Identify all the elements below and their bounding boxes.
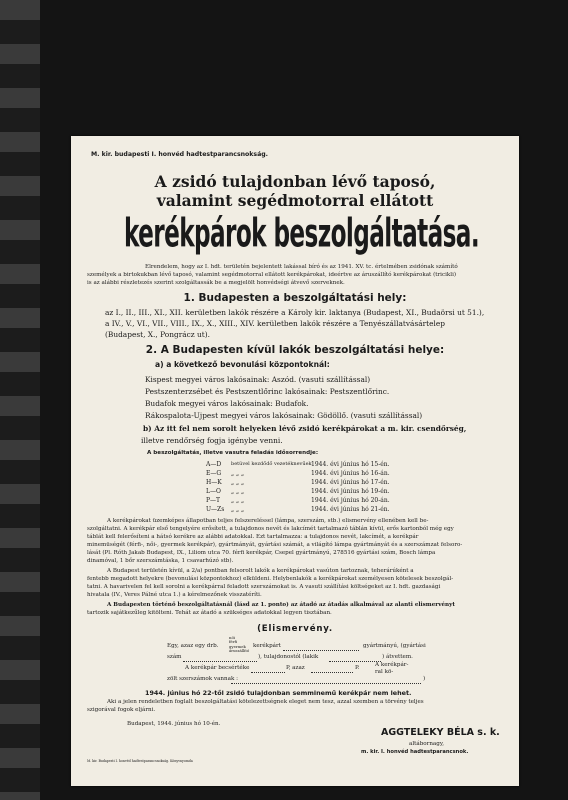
schedule-letters: L—O bbox=[206, 488, 221, 495]
schedule-desc: „ „ „ bbox=[231, 488, 245, 495]
paragraph-line: A Budapesten történő beszolgáltatásnál (lásd az 1. ponto) az átadó az átadás alkalmával az alanti elismervényt bbox=[107, 602, 455, 608]
section-2-title: 2. A Budapesten kívül lakók beszolgáltatási helye: bbox=[145, 344, 445, 356]
intro-line: Elrendelem, hogy az I. hdt. területén bejelentett lakással bíró és az 1941. XV. tc. értelmében zsidónak számító bbox=[145, 264, 458, 270]
intro-line: személyek a birtokukban lévő taposó, valamint segédmotorral ellátott kerékpárokat, ideértve az áruszállító kerékpárokat (tricikli) bbox=[87, 272, 457, 278]
blank-line bbox=[231, 683, 421, 684]
section-1-line: a IV., V., VI., VII., VIII., IX., X., XIII., XIV. kerületben lakók részére a Tenyészállatvásártelep bbox=[105, 319, 445, 328]
schedule-letters: P—T bbox=[206, 497, 221, 504]
issue-date: Budapest, 1944. június hó 10-én. bbox=[127, 721, 221, 727]
section-2b-cont: illetve rendőrség fogja igénybe venni. bbox=[141, 436, 283, 445]
title-line-2: valamint segédmotorral ellátott bbox=[156, 191, 434, 210]
header-authority: M. kir. budapesti I. honvéd hadtestparancsnokság. bbox=[91, 151, 269, 158]
title-main: kerékpárok beszolgáltatása. bbox=[124, 210, 480, 256]
receipt-text: ) átvettem. bbox=[382, 654, 413, 660]
schedule-date: 1944. évi június hó 21-én. bbox=[311, 506, 390, 513]
section-1-line: (Budapest, X., Pongrácz ut). bbox=[105, 330, 210, 339]
bicycle-type-option: gyermek bbox=[229, 643, 246, 649]
signature-rank: altábornagy, bbox=[409, 741, 445, 747]
receipt-text: P. bbox=[355, 665, 360, 671]
schedule-date: 1944. évi június hó 16-án. bbox=[311, 470, 390, 477]
bicycle-type-option: áruszállító bbox=[229, 648, 250, 654]
schedule-letters: E—G bbox=[206, 470, 222, 477]
receipt-text: ) bbox=[423, 676, 426, 682]
blank-line bbox=[183, 661, 257, 662]
section-1-line: az I., II., III., XI., XII. kerületben lakók részére a Károly kir. laktanya (Budapest, XI., Budaörsi ut 51.), bbox=[105, 308, 485, 317]
paragraph-line: hivatala (IV., Veres Pálné utca 1.) a kérelmezőnek visszatéríti. bbox=[87, 592, 262, 598]
schedule-date: 1944. évi június hó 15-én. bbox=[311, 461, 390, 468]
paragraph-line: A kerékpárokat üzemképes állapotban teljes felszereléssel (lámpa, szerszám, stb.) elismervény ellenében kell be- bbox=[107, 518, 429, 524]
printer-imprint: M. kir. Budapesti I. honvéd hadtestparancsnokság. Könyvnyomda bbox=[87, 759, 193, 763]
receipt-text: ral kö- bbox=[375, 669, 394, 675]
schedule-letters: U—Zs bbox=[206, 506, 225, 513]
warning-line: Aki a jelen rendeletben foglalt beszolgáltatási kötelezettségnek eleget nem tesz, azzal szemben a törvény teljes bbox=[107, 699, 424, 705]
receipt-title: (Elismervény. bbox=[257, 624, 333, 634]
background-light-stripes bbox=[0, 0, 40, 800]
place-line: Budafok megyei város lakósainak: Budafok. bbox=[145, 399, 309, 408]
receipt-text: A kerékpár- bbox=[375, 662, 409, 668]
paragraph-line: tartozik sajátkezűleg kitölteni. Tehát az átadó a szükséges adatokkal legyen tisztában. bbox=[87, 610, 332, 616]
schedule-date: 1944. évi június hó 17-én. bbox=[311, 479, 390, 486]
signature-name: AGGTELEKY BÉLA s. k. bbox=[381, 727, 500, 738]
title-line-1: A zsidó tulajdonban lévő taposó, bbox=[154, 172, 436, 191]
blank-line bbox=[329, 661, 381, 662]
place-line: Rákospalota-Ujpest megyei város lakósainak: Gödöllő. (vasuti szállítással) bbox=[145, 411, 423, 420]
schedule-desc: betüvel kezdődő vezetéknevűek bbox=[231, 461, 312, 467]
receipt-text: A kerékpár becsértéke bbox=[185, 665, 250, 671]
receipt-text: kerékpárt bbox=[253, 643, 281, 649]
warning-headline: 1944. június hó 22-től zsidó tulajdonban semminemű kerékpár nem lehet. bbox=[145, 689, 412, 697]
receipt-text: szám bbox=[167, 654, 182, 660]
receipt-text: zölt szerszámok vannak : bbox=[167, 676, 239, 682]
schedule-heading: A beszolgáltatás, illetve vasutra feladás idősorrendje: bbox=[147, 450, 319, 456]
paragraph-line: lását (Pl. Róth Jakab Budapest, IX., Liliom utca 70. férfi kerékpár, Csepel gyártmányú, 278516 gyártási szám, Bosch lámpa bbox=[87, 550, 436, 556]
schedule-date: 1944. évi június hó 19-én. bbox=[311, 488, 390, 495]
blank-line bbox=[311, 672, 353, 673]
schedule-desc: „ „ „ bbox=[231, 470, 245, 477]
schedule-letters: H—K bbox=[206, 479, 222, 486]
bicycle-type-options bbox=[229, 636, 249, 654]
receipt-text: ), tulajdonostól (lakik bbox=[258, 654, 319, 660]
intro-line: is az alábbi részletezés szerint szolgáltassák be a megjelölt honvédségi átvevő szerveknek. bbox=[87, 280, 345, 286]
section-1-title: 1. Budapesten a beszolgáltatási hely: bbox=[183, 292, 407, 304]
paragraph-line: szolgáltatni. A kerékpár első tengelyére erősített, a tulajdonos nevét és lakcímét tartalmazó táblán kívül, erős kartonból még egy bbox=[87, 526, 454, 532]
paragraph-line: táblát kell felerősíteni a hátsó kerékre az alábbi adatokkal. Ezt tartalmazza: a tulajdonos nevét, lakcímét, a kerékpár bbox=[87, 534, 419, 540]
paragraph-line: tatni. A havarivelen fel kell sorolni a kerékpárral feladott szerszámokat is. A vasuti szállítási költségeket az I. hdt. gazdasági bbox=[87, 584, 441, 590]
warning-line: szigorával fogok eljárni. bbox=[87, 707, 156, 713]
schedule-letters: A—D bbox=[206, 461, 222, 468]
paragraph-line: minemüségét (férfi-, női-, gyermek kerékpár), gyártmányát, gyártási számát, a világító lámpa gyártmányát és a szerszámzat felsoro- bbox=[87, 542, 463, 548]
schedule-desc: „ „ „ bbox=[231, 479, 245, 486]
place-line: Kispest megyei város lakósainak: Aszód. (vasuti szállítással) bbox=[145, 375, 371, 384]
schedule-desc: „ „ „ bbox=[231, 497, 245, 504]
paragraph-line: fentebb megadott helyekre (bevonulási központokhoz) elküldeni. Helybenlakók a kerékpárokat személyesen kötelesek beszolgál- bbox=[87, 576, 454, 582]
schedule-date: 1944. évi június hó 20-án. bbox=[311, 497, 390, 504]
paragraph-line: A Budapest területén kívül, a 2/a) pontban felsorolt lakók a kerékpárokat vasúton tartoznak, teherárúként a bbox=[107, 568, 414, 574]
paragraph-line: dinamóval, 1 bőr szerszámtáska, 1 csavarhúzó stb). bbox=[87, 558, 234, 564]
section-2b-line: b) Az itt fel nem sorolt helyeken lévő zsidó kerékpárokat a m. kir. csendőrség, bbox=[143, 424, 467, 433]
receipt-text: P, azaz bbox=[286, 665, 305, 671]
signature-title: m. kir. I. honvéd hadtestparancsnok. bbox=[361, 749, 469, 755]
place-line: Pestszenterzsébet és Pestszentlőrinc lakósainak: Pestszentlőrinc. bbox=[145, 387, 390, 396]
section-2a-subtitle: a) a következő bevonulási központoknál: bbox=[155, 360, 330, 369]
bicycle-type-option: férfi bbox=[229, 639, 237, 645]
receipt-text: gyártmányú, (gyártási bbox=[363, 643, 426, 649]
schedule-desc: „ „ „ bbox=[231, 506, 245, 513]
receipt-text: Egy, azaz egy drb. bbox=[167, 643, 219, 649]
blank-line bbox=[283, 650, 359, 651]
poster-document bbox=[71, 136, 519, 786]
blank-line bbox=[251, 672, 285, 673]
bicycle-type-option: női bbox=[229, 635, 235, 640]
